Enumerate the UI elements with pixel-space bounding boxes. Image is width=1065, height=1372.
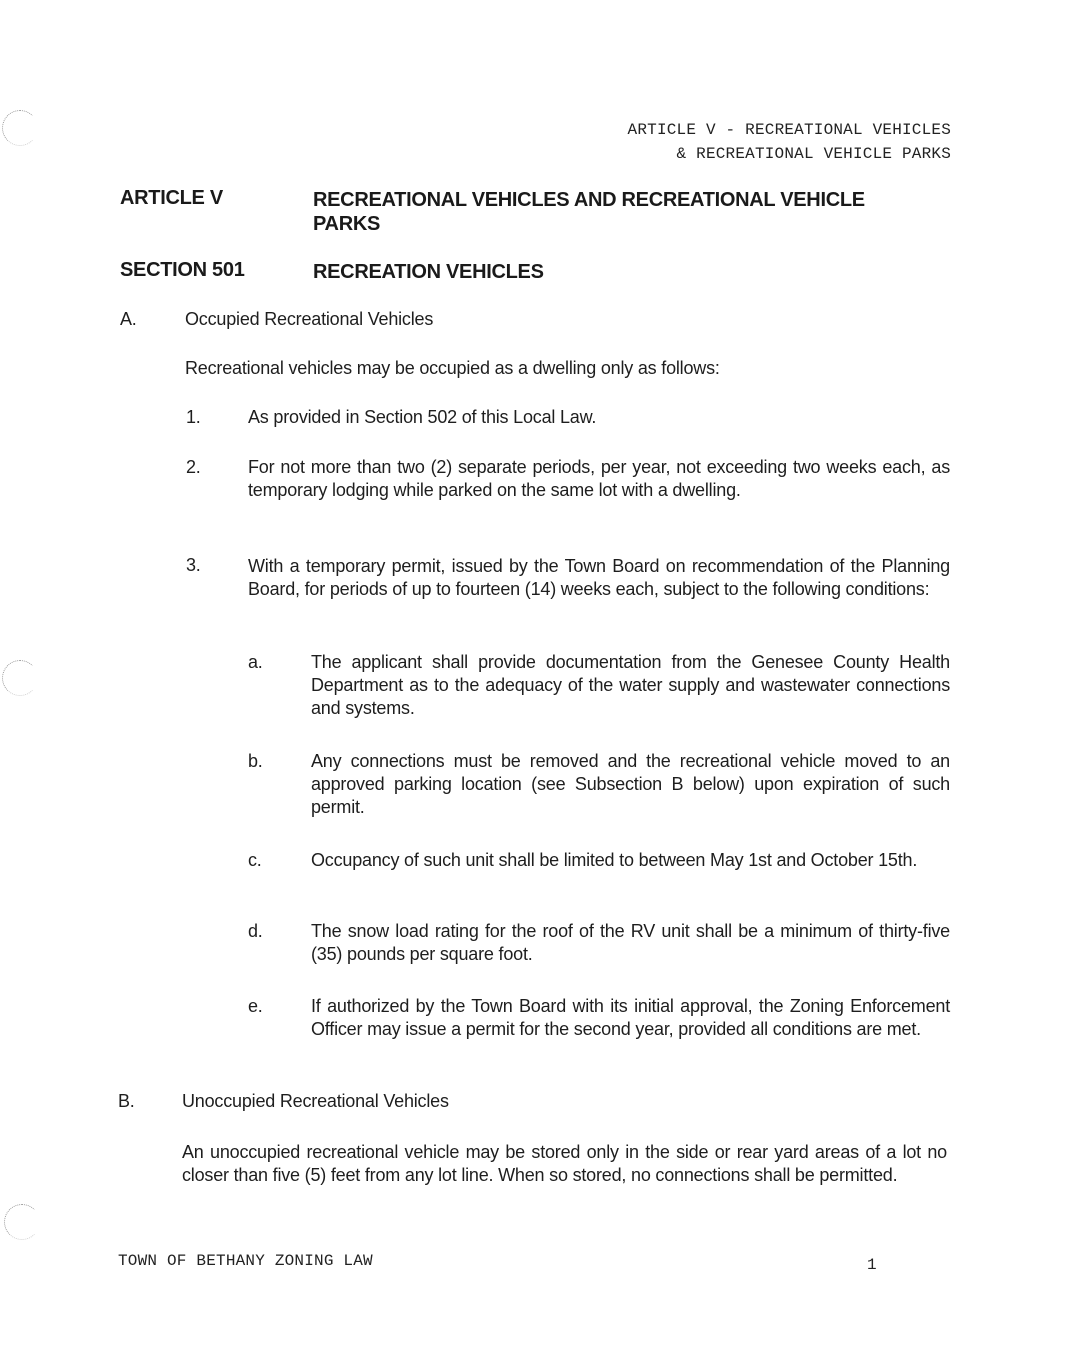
running-header bbox=[628, 118, 951, 166]
condition-d-text: The snow load rating for the roof of the RV unit shall be a minimum of thirty-five (35) pounds per square foot. bbox=[311, 921, 950, 964]
section-title: RECREATION VEHICLES bbox=[313, 261, 544, 283]
subsection-b-title: Unoccupied Recreational Vehicles bbox=[182, 1091, 449, 1111]
condition-a-marker: a. bbox=[248, 652, 263, 672]
item-2-marker: 2. bbox=[186, 457, 201, 477]
condition-e-marker: e. bbox=[248, 996, 263, 1016]
item-3-marker: 3. bbox=[186, 555, 201, 575]
item-3-text: With a temporary permit, issued by the Town Board on recommendation of the Planning Board, for periods of up to fourteen (14) weeks each, subject to the following conditions: bbox=[248, 556, 950, 599]
running-header-line1: ARTICLE V - RECREATIONAL VEHICLES bbox=[627, 121, 951, 139]
article-title bbox=[313, 188, 953, 236]
section-label: SECTION 501 bbox=[120, 259, 245, 281]
article-label: ARTICLE V bbox=[120, 187, 223, 209]
item-2-text: For not more than two (2) separate periods, per year, not exceeding two weeks each, as temporary lodging while parked on the same lot with a dwelling. bbox=[248, 457, 950, 500]
subsection-a-intro: Recreational vehicles may be occupied as a dwelling only as follows: bbox=[185, 358, 720, 378]
condition-c-marker: c. bbox=[248, 850, 262, 870]
subsection-b-marker: B. bbox=[118, 1091, 135, 1111]
footer-title: TOWN OF BETHANY ZONING LAW bbox=[118, 1252, 373, 1270]
condition-b-marker: b. bbox=[248, 751, 263, 771]
condition-e-text: If authorized by the Town Board with its initial approval, the Zoning Enforcement Officer may issue a permit for the second year, provided all conditions are met. bbox=[311, 996, 950, 1039]
subsection-a-title: Occupied Recreational Vehicles bbox=[185, 309, 434, 329]
punch-hole-middle bbox=[2, 660, 38, 696]
running-header-line2: & RECREATIONAL VEHICLE PARKS bbox=[676, 145, 951, 163]
punch-hole-top bbox=[2, 110, 38, 146]
condition-c-text: Occupancy of such unit shall be limited to between May 1st and October 15th. bbox=[311, 850, 918, 870]
condition-b-text: Any connections must be removed and the recreational vehicle moved to an approved parking location (see Subsection B below) upon expiration of such permit. bbox=[311, 751, 950, 817]
item-1-text: As provided in Section 502 of this Local Law. bbox=[248, 407, 597, 427]
subsection-a-marker: A. bbox=[120, 309, 137, 329]
page-number: 1 bbox=[867, 1256, 877, 1274]
article-title-line2: PARKS bbox=[313, 213, 381, 235]
subsection-b-text: An unoccupied recreational vehicle may be stored only in the side or rear yard areas of a lot no closer than five (5) feet from any lot line. When so stored, no connections shall be permitted. bbox=[182, 1142, 947, 1185]
condition-a-text: The applicant shall provide documentation from the Genesee County Health Department as to the adequacy of the water supply and wastewater connections and systems. bbox=[311, 652, 950, 718]
article-title-line1: RECREATIONAL VEHICLES AND RECREATIONAL VEHICLE bbox=[313, 189, 865, 211]
condition-d-marker: d. bbox=[248, 921, 263, 941]
item-1-marker: 1. bbox=[186, 407, 201, 427]
punch-hole-bottom bbox=[4, 1204, 40, 1240]
